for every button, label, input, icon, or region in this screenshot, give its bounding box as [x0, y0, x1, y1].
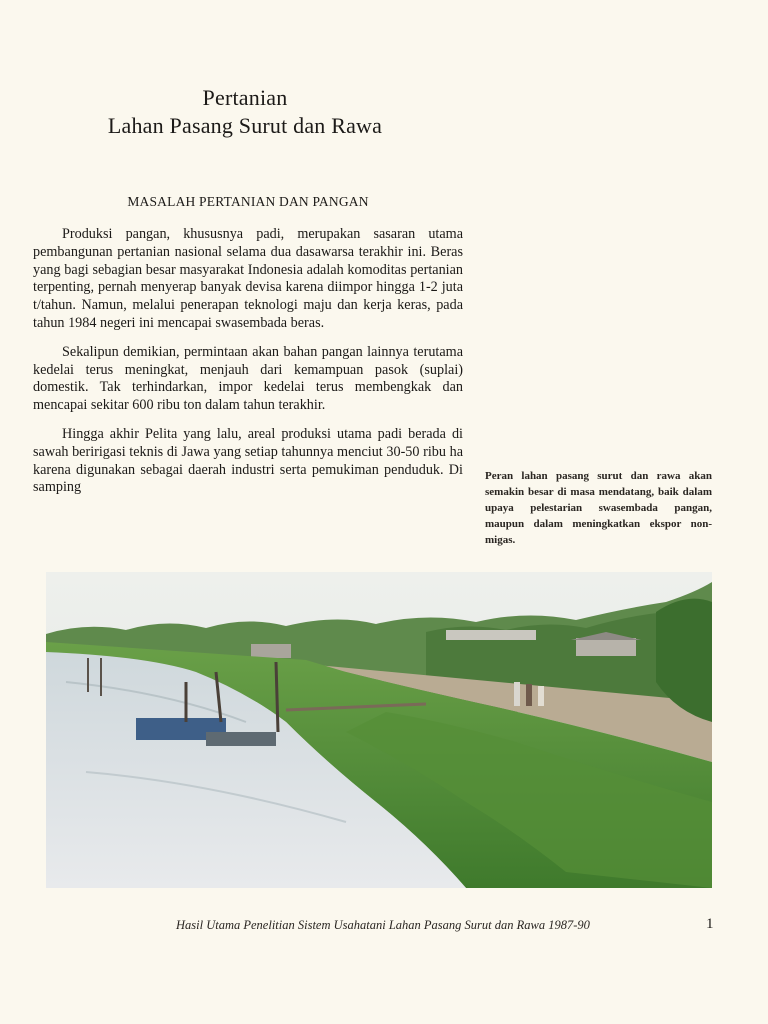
running-footer: Hasil Utama Penelitian Sistem Usahatani Lahan Pasang Surut dan Rawa 1987-90	[176, 918, 590, 932]
paragraph-1: Produksi pangan, khususnya padi, merupakan sasaran utama pembangunan pertanian nasional selama dua dasawarsa terakhir ini. Beras yang bagi sebagian besar masyarakat Indonesia adalah komoditas pertanian terpenting, pernah menyerap banyak devisa karena diimpor hingga 1-2 juta t/tahun. Namun, melalui penerapan teknologi maju dan kerja keras, pada tahun 1984 negeri ini mencapai swasembada beras.	[33, 226, 463, 331]
canal-landscape-photo	[46, 572, 712, 888]
body-text	[33, 226, 463, 508]
page-title	[40, 84, 450, 140]
page-number: 1	[706, 916, 714, 932]
photo-caption: Peran lahan pasang surut dan rawa akan semakin besar di masa mendatang, baik dalam upaya pelestarian swasembada pangan, maupun dalam meningkatkan ekspor non-migas.	[485, 470, 712, 546]
paragraph-2: Sekalipun demikian, permintaan akan bahan pangan lainnya terutama kedelai terus meningkat, menjauh dari kemampuan pasok (suplai) domestik. Tak terhindarkan, impor kedelai terus membengkak dan mencapai sekitar 600 ribu ton dalam tahun terakhir.	[33, 343, 463, 414]
section-heading: MASALAH PERTANIAN DAN PANGAN	[127, 194, 369, 209]
title-line-2: Lahan Pasang Surut dan Rawa	[107, 113, 383, 138]
title-line-1: Pertanian	[202, 85, 288, 110]
paragraph-3: Hingga akhir Pelita yang lalu, areal produksi utama padi berada di sawah beririgasi teknis di Jawa yang setiap tahunnya menciut 30-50 ribu ha karena digunakan sebagai daerah industri serta pemukiman penduduk. Di samping	[33, 425, 463, 496]
